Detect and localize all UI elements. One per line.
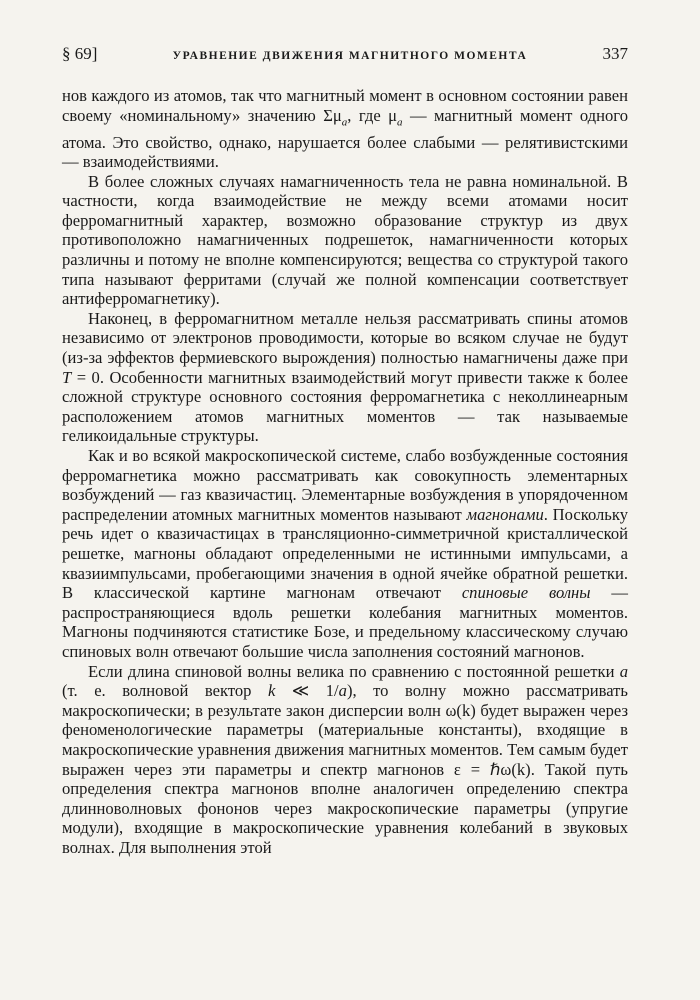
text-segment: — магнитный момент одного атома. Это свойство, однако, нарушается более слабыми — релятивистскими — взаимодействиями. [62,105,628,172]
text-segment: = 0. Особенности магнитных взаимодействий могут привести также к более сложной структуре основного состояния ферромагнетика с неколлинеарным расположением атомов магнитных моментов — так называемые геликоидальные структуры. [62,367,628,446]
text-segment: . Поскольку речь идет о квазичастицах в трансляционно-симметричной кристаллической решетке, магноны обладают определенными не истинными импульсами, а квазиимпульсами, пробегающими значения в одной ячейке обратной решетки. В классической картине магнонам отвечают [62,504,628,603]
text-segment: (т. е. волновой вектор [62,681,268,701]
paragraph-p1 [62,86,628,172]
paragraph-p4 [62,446,628,662]
text-segment: ≪ 1/ [275,681,339,701]
text-segment: Если длина спиновой волны велика по сравнению с постоянной решетки [88,661,620,681]
page-number: 337 [602,44,628,63]
text-segment: В более сложных случаях намагниченность тела не равна номинальной. В частности, когда взаимодействие не между всеми атомами носит ферромагнитный характер, возможно образование структур из двух противоположно намагниченных подрешеток, намагниченности которых различны и потому не вполне компенсируются; вещества со структурой такого типа называют ферритами (случай же полной компенсации соответствует антиферромагнетику). [62,171,628,309]
text-segment: — распространяющиеся вдоль решетки колебания магнитных моментов. Магноны подчиняются статистике Бозе, и предельному классическому случаю спиновых волн отвечают большие числа заполнения состояний магнонов. [62,583,628,661]
text-segment: , где μ [347,105,398,125]
running-header [62,44,628,68]
body-text [62,86,628,857]
running-title: УРАВНЕНИЕ ДВИЖЕНИЯ МАГНИТНОГО МОМЕНТА [172,50,528,62]
text-segment: спиновые волны [461,583,591,603]
text-segment: Наконец, в ферромагнитном металле нельзя рассматривать спины атомов независимо от электронов проводимости, которые во всяком случае не будут (из-за эффектов фермиевского вырождения) полностью намагничены даже при [62,308,628,368]
text-segment: a [619,661,628,681]
paragraph-p3 [62,309,628,446]
text-segment: T [62,367,72,387]
text-segment: магнонами [466,504,544,524]
text-segment: ), то волну можно рассматривать макроскопически; в результате закон дисперсии волн ω(k) будет выражен через феноменологические параметры (материальные константы), входящие в макроскопические уравнения движения магнитных моментов. Тем самым будет выражен через эти параметры и спектр магнонов ε = ℏω(k). Такой путь определения спектра магнонов вполне аналогичен определению спектра длинноволновых фононов через макроскопические параметры (упругие модули), входящие в макроскопические уравнения колебаний в звуковых волнах. Для выполнения этой [62,681,629,857]
text-segment: a [341,115,348,128]
text-segment: a [397,115,403,128]
text-segment: a [338,681,347,701]
paragraph-p5 [62,662,628,858]
text-segment: Как и во всякой макроскопической системе, слабо возбужденные состояния ферромагнетика можно рассматривать как совокупность элементарных возбуждений — газ квазичастиц. Элементарные возбуждения в упорядоченном распределении атомных магнитных моментов называют [62,446,628,524]
section-marker: § 69] [62,44,98,63]
text-segment: k [267,681,276,701]
paragraph-p2 [62,172,628,309]
text-segment: нов каждого из атомов, так что магнитный момент в основном состоянии равен своему «номинальному» значению Σμ [62,86,628,125]
